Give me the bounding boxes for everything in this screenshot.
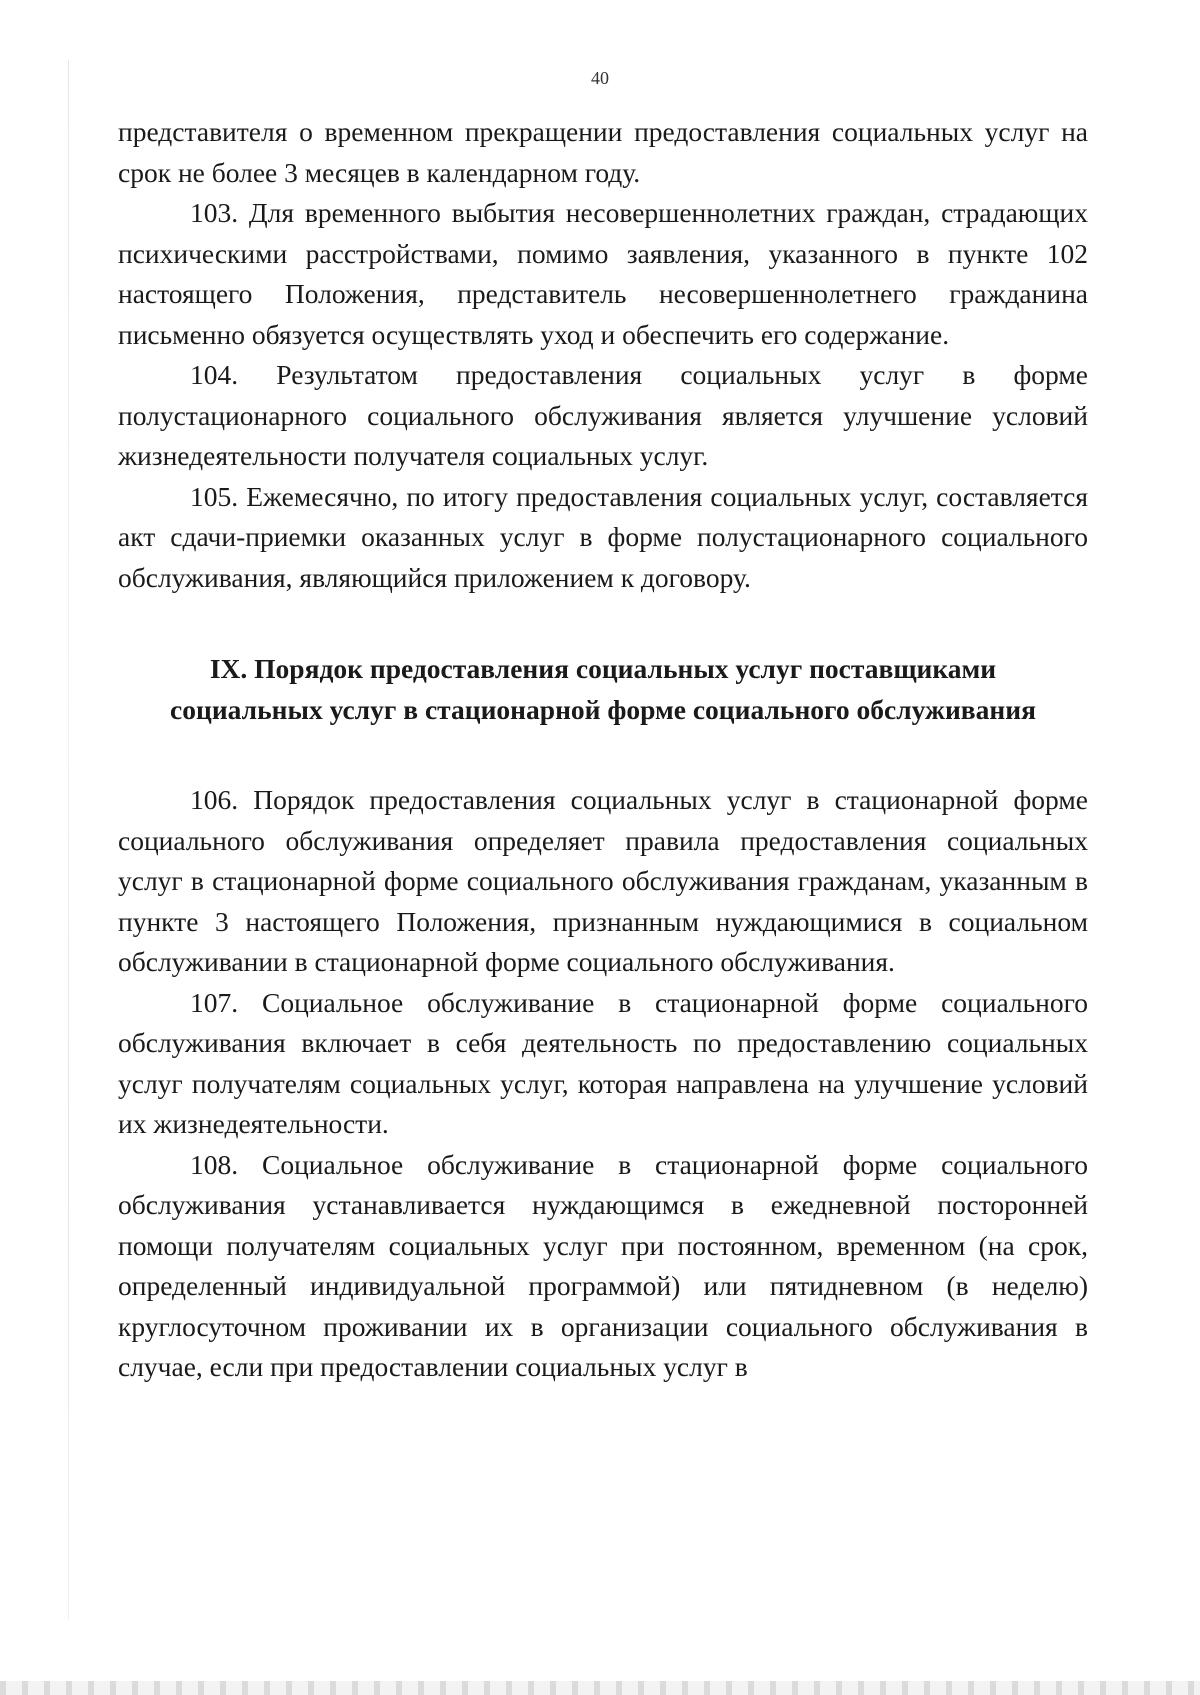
page-content xyxy=(118,112,1088,1388)
section-heading-line-2: социальных услуг в стационарной форме социального обслуживания xyxy=(170,694,1036,725)
paragraph-104: 104. Результатом предоставления социальных услуг в форме полустационарного социального обслуживания является улучшение условий жизнедеятельности получателя социальных услуг. xyxy=(118,359,1088,471)
paragraph-continuation: представителя о временном прекращении предоставления социальных услуг на срок не более 3 месяцев в календарном году. xyxy=(118,116,1088,188)
paragraph-106: 106. Порядок предоставления социальных услуг в стационарной форме социального обслуживания определяет правила предоставления социальных услуг в стационарной форме социального обслуживания гражданам, указанным в пункте 3 настоящего Положения, признанным нуждающимися в социальном обслуживании в стационарной форме социального обслуживания. xyxy=(118,784,1088,977)
paragraph-108: 108. Социальное обслуживание в стационарной форме социального обслуживания устанавливается нуждающимся в ежедневной посторонней помощи получателям социальных услуг при постоянном, временном (на срок, определенный индивидуальной программой) или пятидневном (в неделю) круглосуточном проживании их в организации социального обслуживания в случае, если при предоставлении социальных услуг в xyxy=(118,1148,1088,1382)
scan-edge-line xyxy=(68,60,69,1620)
section-heading xyxy=(118,648,1088,730)
section-heading-line-1: IX. Порядок предоставления социальных услуг поставщиками xyxy=(209,653,997,684)
page-number: 40 xyxy=(591,68,609,88)
paragraph-105: 105. Ежемесячно, по итогу предоставления социальных услуг, составляется акт сдачи-приемки оказанных услуг в форме полустационарного социального обслуживания, являющийся приложением к договору. xyxy=(118,480,1088,593)
paragraph-107: 107. Социальное обслуживание в стационарной форме социального обслуживания включает в себя деятельность по предоставлению социальных услуг получателям социальных услуг, которая направлена на улучшение условий их жизнедеятельности. xyxy=(118,986,1088,1139)
scan-bottom-artifact xyxy=(0,1681,1200,1695)
paragraph-103: 103. Для временного выбытия несовершеннолетних граждан, страдающих психическими расстройствами, помимо заявления, указанного в пункте 102 настоящего Положения, представитель несовершеннолетнего гражданина письменно обязуется осуществлять уход и обеспечить его содержание. xyxy=(118,197,1088,350)
